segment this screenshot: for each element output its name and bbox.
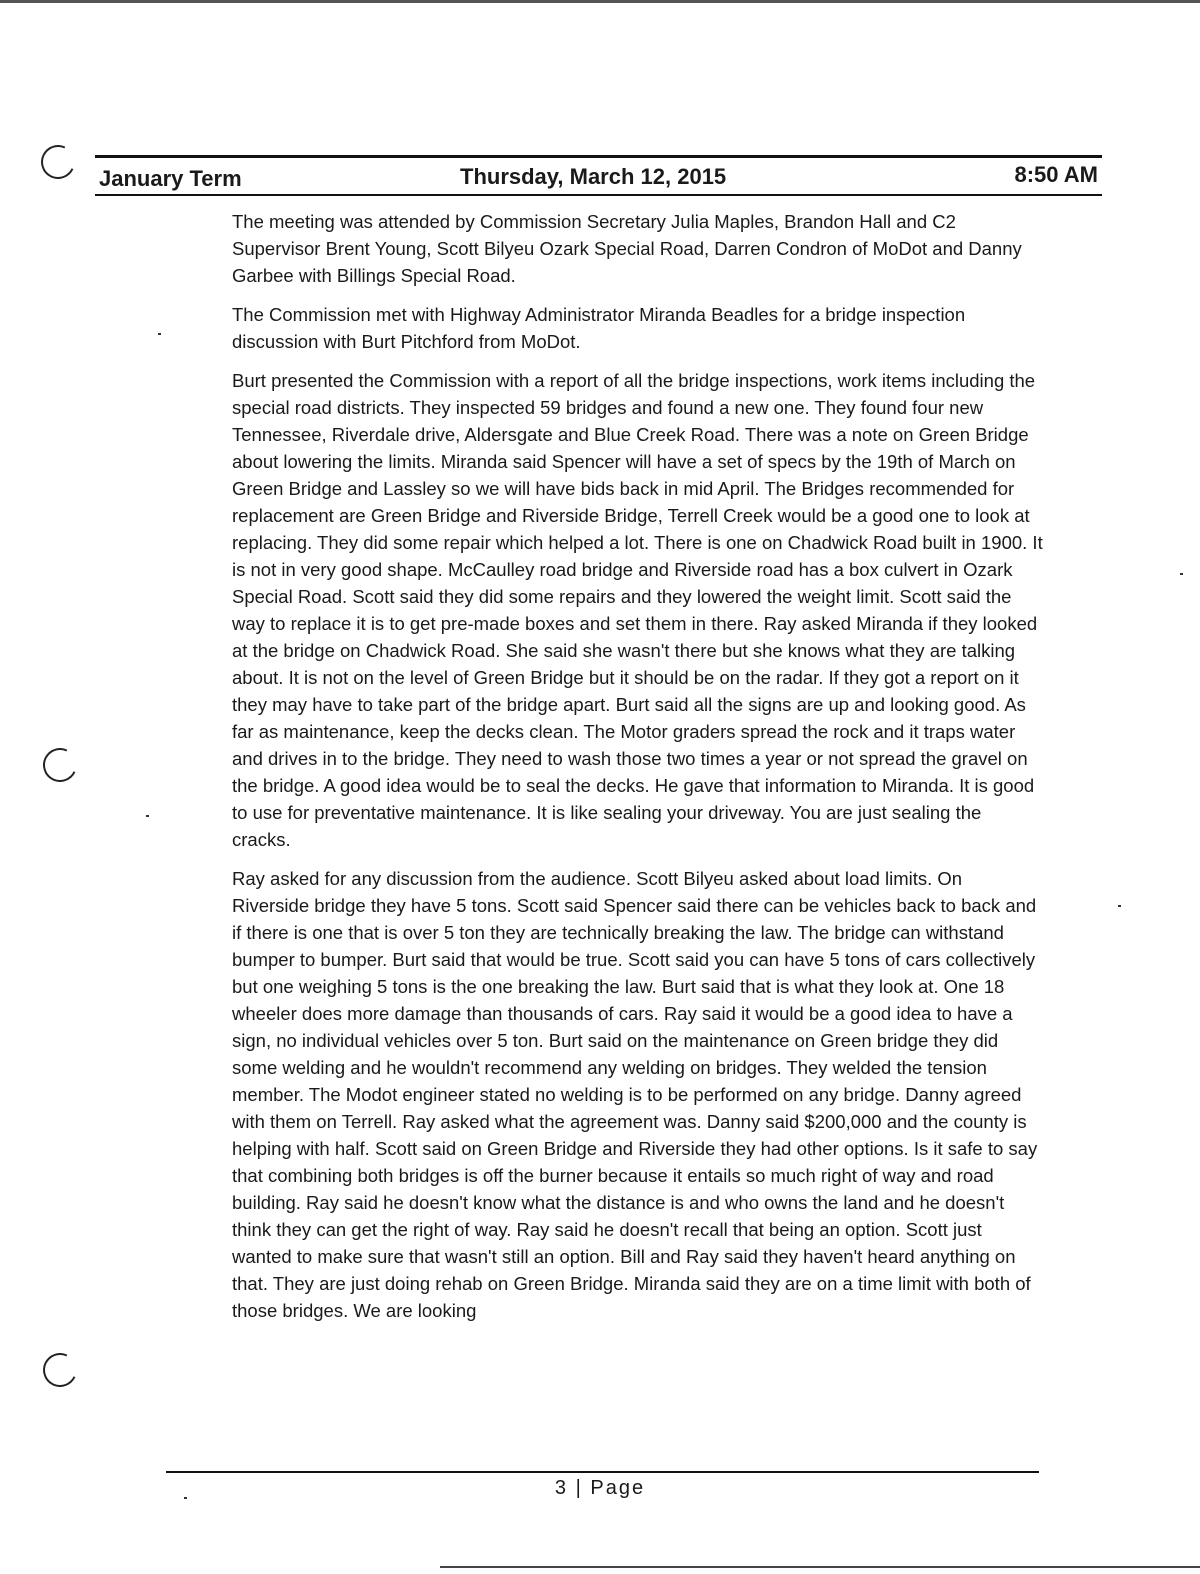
- punch-hole-icon: [38, 1348, 82, 1392]
- scan-speck: [146, 815, 149, 817]
- punch-hole-icon: [38, 743, 82, 787]
- page-header: [97, 162, 1100, 192]
- header-rule-bottom: [95, 194, 1102, 196]
- scan-bottom-edge: [440, 1566, 1200, 1568]
- paragraph-commission-meeting: The Commission met with Highway Administrator Miranda Beadles for a bridge inspection discussion with Burt Pitchford from MoDot.: [232, 304, 966, 352]
- header-date: Thursday, March 12, 2015: [460, 164, 727, 189]
- footer-rule: [166, 1471, 1039, 1473]
- header-time: 8:50 AM: [1014, 162, 1098, 187]
- scan-top-edge: [0, 0, 1200, 3]
- scan-speck: [158, 333, 161, 335]
- scan-speck: [1180, 573, 1183, 575]
- punch-hole-icon: [36, 140, 80, 184]
- paragraph-attendance: The meeting was attended by Commission Secretary Julia Maples, Brandon Hall and C2 Supervisor Brent Young, Scott Bilyeu Ozark Special Road, Darren Condron of MoDot and Danny Garbee with Billings Special Road.: [232, 211, 1022, 286]
- page-number: 3 | Page: [554, 1477, 646, 1499]
- paragraph-bridge-report: Burt presented the Commission with a report of all the bridge inspections, work items including the special road districts. They inspected 59 bridges and found a new one. They found four new Tennessee, Riverdale drive, Aldersgate and Blue Creek Road. There was a note on Green Bridge about lowering the limits. Miranda said Spencer will have a set of specs by the 19th of March on Green Bridge and Lassley so we will have bids back in mid April. The Bridges recommended for replacement are Green Bridge and Riverside Bridge, Terrell Creek would be a good one to look at replacing. They did some repair which helped a lot. There is one on Chadwick Road built in 1900. It is not in very good shape. McCaulley road bridge and Riverside road has a box culvert in Ozark Special Road. Scott said they did some repairs and they lowered the weight limit. Scott said the way to replace it is to get pre-made boxes and set them in there. Ray asked Miranda if they looked at the bridge on Chadwick Road. She said she wasn't there but she knows what they are talking about. It is not on the level of Green Bridge but it should be on the radar. If they got a report on it they may have to take part of the bridge apart. Burt said all the signs are up and looking good. As far as maintenance, keep the decks clean. The Motor graders spread the rock and it traps water and drives in to the bridge. They need to wash those two times a year or not spread the gravel on the bridge. A good idea would be to seal the decks. He gave that information to Miranda. It is good to use for preventative maintenance. It is like sealing your driveway. You are just sealing the cracks.: [232, 370, 1043, 850]
- header-rule-top: [95, 155, 1102, 158]
- scan-speck: [1118, 905, 1121, 907]
- header-term: January Term: [99, 166, 242, 191]
- paragraph-audience-discussion: Ray asked for any discussion from the audience. Scott Bilyeu asked about load limits. On Riverside bridge they have 5 tons. Scott said Spencer said there can be vehicles back to back and if there is one that is over 5 ton they are technically breaking the law. The bridge can withstand bumper to bumper. Burt said that would be true. Scott said you can have 5 tons of cars collectively but one weighing 5 tons is the one breaking the law. Burt said that is what they look at. One 18 wheeler does more damage than thousands of cars. Ray said it would be a good idea to have a sign, no individual vehicles over 5 ton. Burt said on the maintenance on Green bridge they did some welding and he wouldn't recommend any welding on bridges. They welded the tension member. The Modot engineer stated no welding is to be performed on any bridge. Danny agreed with them on Terrell. Ray asked what the agreement was. Danny said $200,000 and the county is helping with half. Scott said on Green Bridge and Riverside they had other options. Is it safe to say that combining both bridges is off the burner because it entails so much right of way and road building. Ray said he doesn't know what the distance is and who owns the land and he doesn't think they can get the right of way. Ray said he doesn't recall that being an option. Scott just wanted to make sure that wasn't still an option. Bill and Ray said they haven't heard anything on that. They are just doing rehab on Green Bridge. Miranda said they are on a time limit with both of those bridges. We are looking: [232, 868, 1038, 1321]
- minutes-body: [232, 208, 1044, 1336]
